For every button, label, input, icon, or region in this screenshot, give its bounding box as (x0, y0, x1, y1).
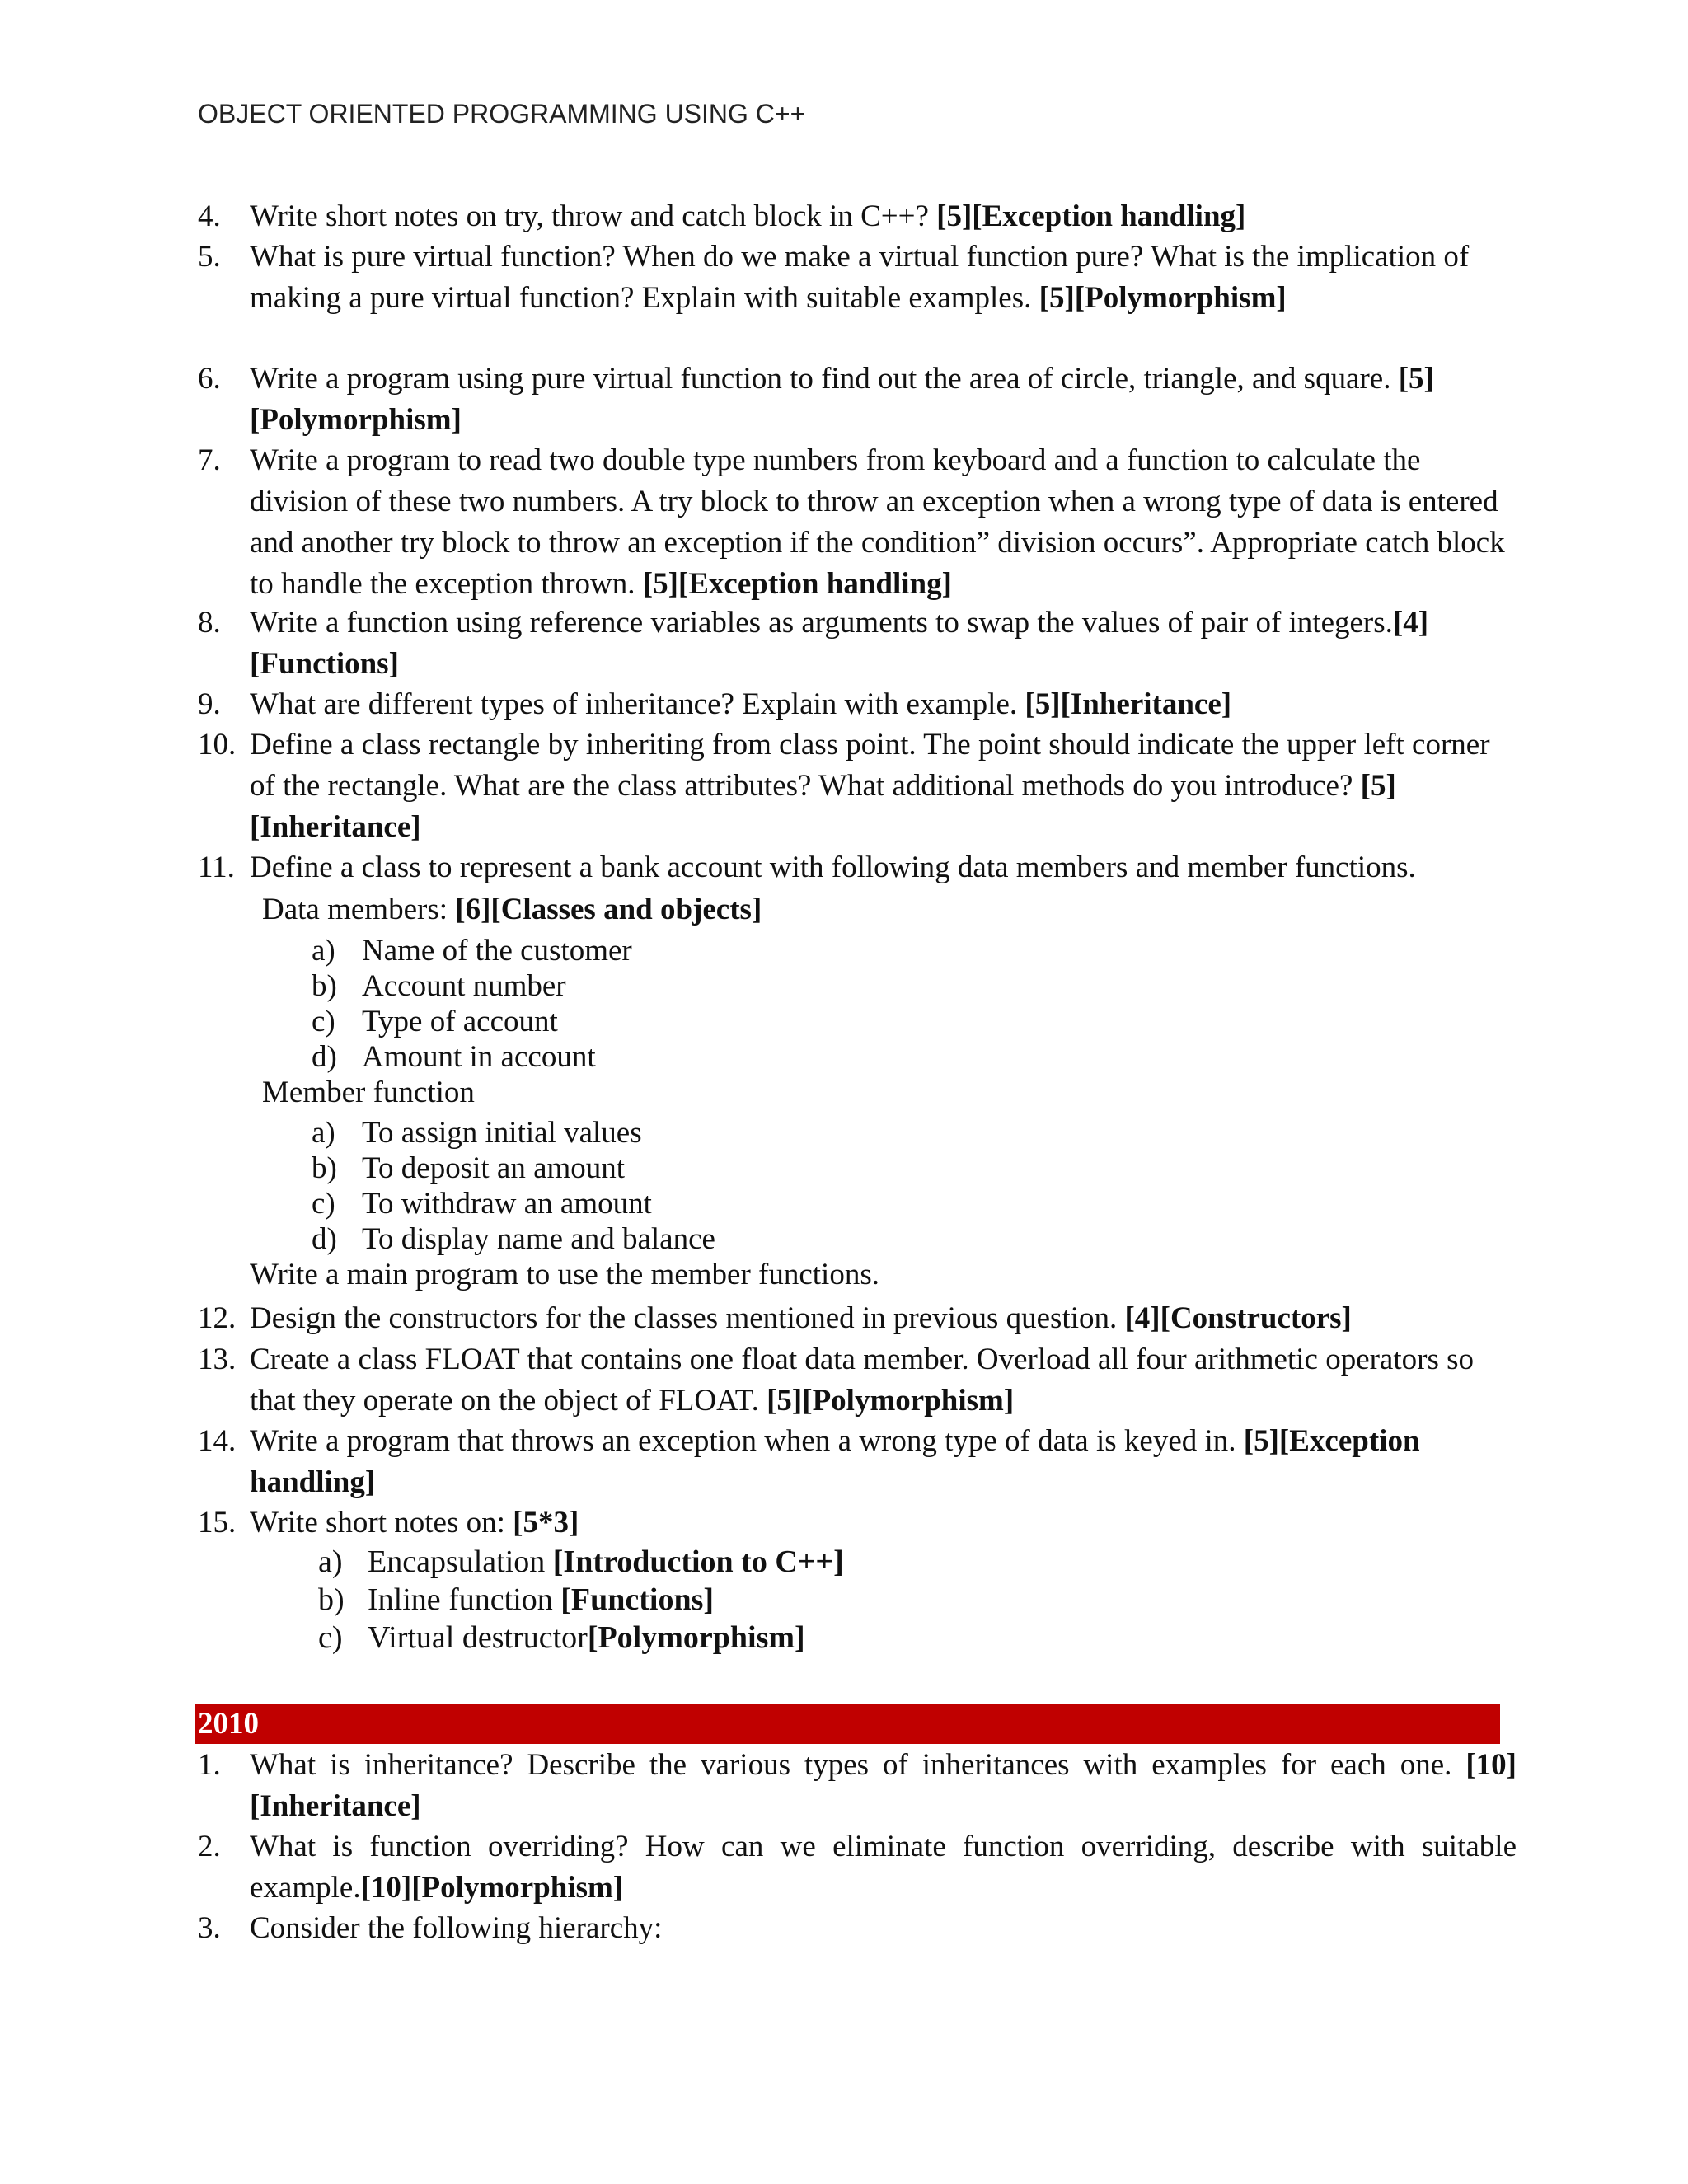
list-item (318, 1544, 844, 1580)
question-4 (198, 196, 1517, 237)
question-tag: [Functions] (560, 1582, 715, 1617)
question-text: What are different types of inheritance? Explain with example. (250, 687, 1025, 721)
question-number: 13. (198, 1343, 237, 1376)
question-number: 4. (198, 199, 221, 233)
question-number: 10. (198, 728, 237, 762)
list-text: Amount in account (362, 1040, 596, 1074)
question-tag: [10][Inheritance] (250, 1748, 1517, 1823)
question-text: What is pure virtual function? When do we make a virtual function pure? What is the implication of making a pure virtual function? Explain with suitable examples. (250, 240, 1470, 315)
q11-closing-text: Write a main program to use the member functions. (250, 1258, 879, 1291)
question-tag: [5][Polymorphism] (767, 1384, 1015, 1418)
question-tag: [5*3] (513, 1506, 579, 1540)
question-text: Consider the following hierarchy: (250, 1911, 663, 1945)
list-item (312, 933, 632, 968)
question-text: Write a program that throws an exception when a wrong type of data is keyed in. (250, 1424, 1244, 1458)
question-number: 5. (198, 240, 221, 274)
question-10 (198, 724, 1517, 848)
question-number: 11. (198, 851, 235, 884)
question-number: 3. (198, 1911, 221, 1945)
question-number: 1. (198, 1748, 221, 1782)
question-2010-1 (198, 1745, 1517, 1827)
list-text: Encapsulation (368, 1544, 553, 1579)
question-6 (198, 359, 1517, 441)
list-letter: d) (312, 1040, 337, 1074)
list-text: To withdraw an amount (362, 1187, 652, 1221)
question-tag: [6][Classes and objects] (455, 893, 762, 926)
question-number: 12. (198, 1301, 237, 1335)
question-tag: [5][Inheritance] (1025, 687, 1232, 721)
list-text: To assign initial values (362, 1116, 642, 1150)
list-item (312, 1186, 652, 1221)
question-11 (198, 847, 1517, 888)
question-tag: [Introduction to C++] (552, 1544, 844, 1579)
list-text: To display name and balance (362, 1222, 715, 1256)
question-tag: [4][Functions] (250, 606, 1429, 681)
question-text: What is inheritance? Describe the various types of inheritances with examples for each one. (250, 1748, 1466, 1782)
list-text: Inline function (368, 1582, 561, 1617)
question-tag: [5][Exception handling] (642, 567, 952, 601)
list-item (312, 1221, 715, 1257)
question-tag: [Polymorphism] (587, 1620, 805, 1655)
data-members-label: Data members: (262, 893, 456, 926)
list-letter: c) (318, 1620, 343, 1655)
question-tag: [5][Polymorphism] (250, 362, 1434, 437)
question-text: Write a program to read two double type numbers from keyboard and a function to calculate the division of these two numbers. A try block to throw an exception when a wrong type of data is entered and another try block to throw an exception if the condition” division occurs”. Appropriate catch block to handle the exception thrown. (250, 443, 1505, 601)
question-text: Write a program using pure virtual function to find out the area of circle, triangle, and square. (250, 362, 1399, 396)
question-text: Define a class to represent a bank account with following data members and member functions. (250, 851, 1416, 884)
member-function-heading: Member function (262, 1076, 475, 1109)
question-number: 14. (198, 1424, 237, 1458)
question-number: 15. (198, 1506, 237, 1540)
list-letter: b) (312, 969, 337, 1003)
list-text: To deposit an amount (362, 1151, 626, 1185)
question-tag: [10][Polymorphism] (360, 1871, 624, 1905)
list-letter: b) (318, 1582, 345, 1617)
question-text: What is function overriding? How can we eliminate function overriding, describe with suitable example. (250, 1830, 1517, 1905)
list-text: Type of account (362, 1005, 558, 1038)
question-15 (198, 1502, 1517, 1544)
year-heading: 2010 (198, 1707, 259, 1741)
question-tag: [5][Exception handling] (250, 1424, 1420, 1499)
question-13 (198, 1339, 1517, 1422)
list-item (318, 1620, 805, 1656)
question-text: Write a function using reference variables as arguments to swap the values of pair of integers. (250, 606, 1393, 640)
list-item (312, 968, 566, 1004)
question-tag: [5][Exception handling] (936, 199, 1246, 233)
question-number: 7. (198, 443, 221, 477)
question-text: Create a class FLOAT that contains one float data member. Overload all four arithmetic operators so that they operate on the object of FLOAT. (250, 1343, 1475, 1418)
list-item (318, 1582, 714, 1618)
year-section-bar (195, 1704, 1500, 1744)
list-item (312, 1039, 596, 1075)
list-item (312, 1004, 558, 1039)
list-letter: c) (312, 1187, 335, 1221)
question-8 (198, 602, 1517, 685)
list-letter: c) (312, 1005, 335, 1038)
question-text: Design the constructors for the classes mentioned in previous question. (250, 1301, 1125, 1335)
list-letter: a) (312, 1116, 335, 1150)
list-text: Account number (362, 969, 566, 1003)
question-7 (198, 440, 1517, 605)
question-tag: [5][Inheritance] (250, 769, 1396, 844)
list-item (312, 1151, 625, 1186)
question-14 (198, 1421, 1517, 1503)
list-letter: b) (312, 1151, 337, 1185)
question-tag: [5][Polymorphism] (1039, 281, 1287, 315)
list-text: Name of the customer (362, 934, 632, 968)
list-item (312, 1115, 642, 1151)
question-number: 2. (198, 1830, 221, 1863)
question-9 (198, 684, 1517, 725)
question-5 (198, 237, 1517, 319)
question-2010-3 (198, 1908, 1517, 1949)
list-letter: a) (318, 1544, 343, 1579)
question-12 (198, 1298, 1517, 1339)
question-text: Define a class rectangle by inheriting from class point. The point should indicate the upper left corner of the rectangle. What are the class attributes? What additional methods do you introduce? (250, 728, 1490, 803)
question-number: 9. (198, 687, 221, 721)
question-text: Write short notes on: (250, 1506, 513, 1540)
data-members-heading (262, 892, 762, 927)
question-text: Write short notes on try, throw and catch block in C++? (250, 199, 937, 233)
list-letter: a) (312, 934, 335, 968)
page-header-title: OBJECT ORIENTED PROGRAMMING USING C++ (198, 99, 806, 129)
question-2010-2 (198, 1826, 1517, 1909)
question-tag: [4][Constructors] (1124, 1301, 1352, 1335)
list-letter: d) (312, 1222, 337, 1256)
question-number: 8. (198, 606, 221, 640)
list-text: Virtual destructor (368, 1620, 588, 1655)
question-number: 6. (198, 362, 221, 396)
